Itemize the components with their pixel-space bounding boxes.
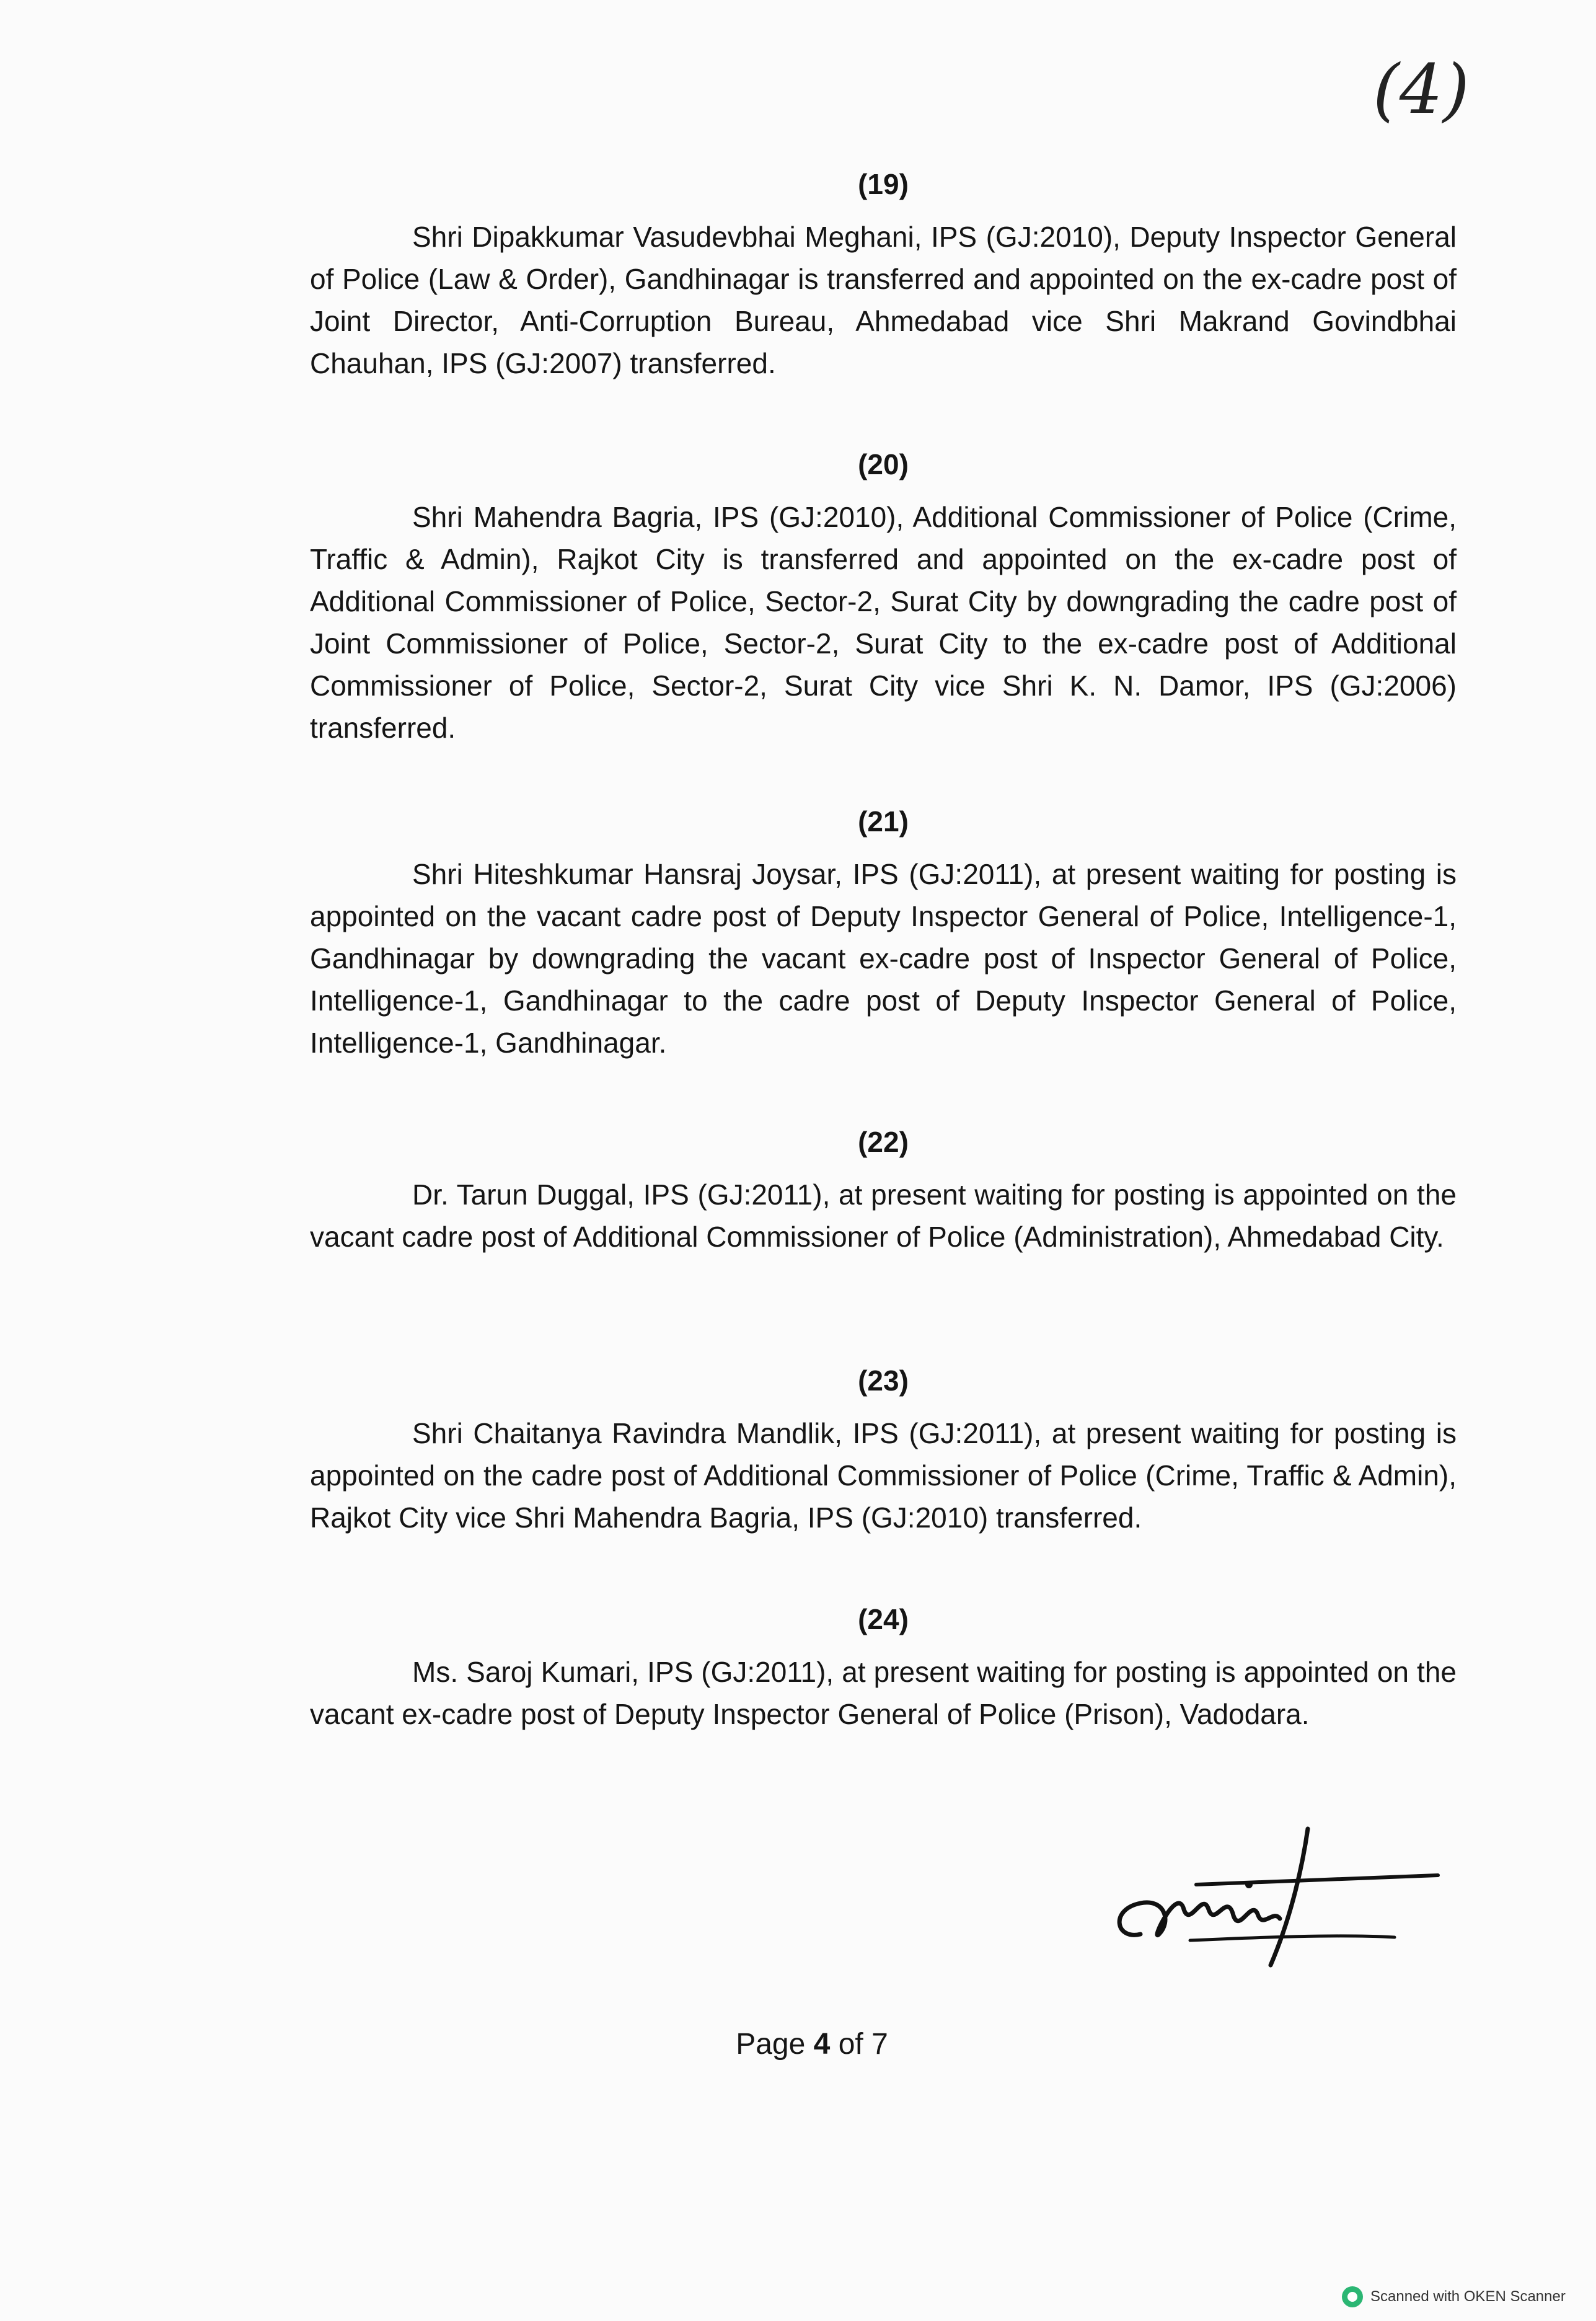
order-section-19 [310, 167, 1457, 384]
section-body: Shri Chaitanya Ravindra Mandlik, IPS (GJ:2011), at present waiting for posting is appointed on the cadre post of Additional Commissioner of Police (Crime, Traffic & Admin), Rajkot City vice Shri Mahendra Bagria, IPS (GJ:2010) transferred. [310, 1417, 1457, 1534]
order-section-23 [310, 1364, 1457, 1539]
scanner-text: Scanned with OKEN Scanner [1370, 2288, 1566, 2305]
page-of: of [838, 2028, 863, 2061]
scanner-logo-icon [1342, 2286, 1363, 2307]
page-total: 7 [871, 2028, 888, 2061]
section-number: (23) [858, 1364, 909, 1397]
order-section-21 [310, 805, 1457, 1064]
page-prefix: Page [736, 2028, 806, 2061]
order-section-22 [310, 1125, 1457, 1258]
section-body: Shri Mahendra Bagria, IPS (GJ:2010), Additional Commissioner of Police (Crime, Traffic & Admin), Rajkot City is transferred and appointed on the ex-cadre post of Additional Commissioner of Police, Sector-2, Surat City by downgrading the cadre post of Joint Commissioner of Police, Sector-2, Surat City to the ex-cadre post of Additional Commissioner of Police, Sector-2, Surat City vice Shri K. N. Damor, IPS (GJ:2006) transferred. [310, 501, 1457, 744]
scanner-watermark [1342, 2286, 1566, 2307]
section-body: Dr. Tarun Duggal, IPS (GJ:2011), at present waiting for posting is appointed on the vacant cadre post of Additional Commissioner of Police (Administration), Ahmedabad City. [310, 1178, 1457, 1253]
section-number: (24) [858, 1603, 909, 1635]
page-current: 4 [813, 2028, 831, 2061]
section-body: Shri Dipakkumar Vasudevbhai Meghani, IPS (GJ:2010), Deputy Inspector General of Police (Law & Order), Gandhinagar is transferred and appointed on the ex-cadre post of Joint Director, Anti-Corruption Bureau, Ahmedabad vice Shri Makrand Govindbhai Chauhan, IPS (GJ:2007) transferred. [310, 221, 1457, 379]
section-number: (19) [858, 168, 909, 200]
page-number [657, 2027, 967, 2061]
section-number: (22) [858, 1126, 909, 1158]
section-number: (21) [858, 805, 909, 838]
section-body: Shri Hiteshkumar Hansraj Joysar, IPS (GJ:2011), at present waiting for posting is appointed on the vacant cadre post of Deputy Inspector General of Police, Intelligence-1, Gandhinagar by downgrading the vacant ex-cadre post of Inspector General of Police, Intelligence-1, Gandhinagar to the cadre post of Deputy Inspector General of Police, Intelligence-1, Gandhinagar. [310, 858, 1457, 1059]
order-section-20 [310, 448, 1457, 749]
handwritten-page-mark: (4) [1373, 50, 1470, 129]
section-body: Ms. Saroj Kumari, IPS (GJ:2011), at present waiting for posting is appointed on the vacant ex-cadre post of Deputy Inspector General of Police (Prison), Vadodara. [310, 1656, 1457, 1730]
order-section-24 [310, 1603, 1457, 1735]
section-number: (20) [858, 448, 909, 480]
signature [1103, 1816, 1450, 1978]
